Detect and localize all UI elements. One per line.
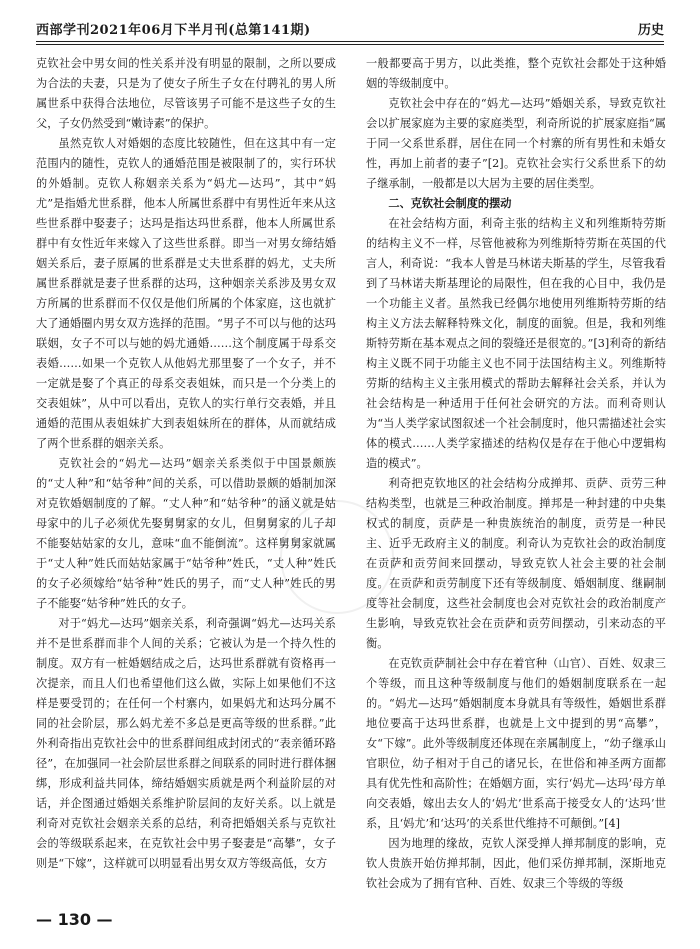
header-rule (36, 41, 664, 42)
left-column (36, 54, 336, 874)
section-heading: 二、克钦社会制度的摆动 (388, 197, 512, 210)
page-header (36, 16, 664, 38)
header-rule-secondary (36, 44, 664, 45)
paragraph: 在克钦贡萨制社会中存在着官种（山官）、百姓、奴隶三个等级，而且这种等级制度与他们的婚姻制度联系在一起的。“妈尤—达玛”婚姻制度本身就具有等级性，婚姻世系群地位要高于达玛世系群，也就是上文中提到的男“高攀”，女“下嫁”。此外等级制度还体现在亲属制度上，“幼子继承山官职位，幼子相对于自己的诸兄长，在世俗和神圣两方面都具有优先性和高阶性；在婚姻方面，实行‘妈尤—达玛’母方单向交表婚，嫁出去女人的‘妈尤’世系高于接受女人的‘达玛’世系，且‘妈尤’和‘达玛’的关系世代维持不可颠倒。”[4] (366, 657, 666, 830)
page-number: — 130 — (36, 910, 113, 929)
paragraph: 因为地理的缘故，克钦人深受掸人掸邦制度的影响，克钦人贵族开始仿掸邦制，因此，他们采仿掸邦制，深斯地克钦社会成为了拥有官种、百姓、奴隶三个等级的等级 (366, 837, 666, 890)
paragraph: 克钦社会中男女间的性关系并没有明显的限制，之所以要成为合法的夫妻，只是为了使女子所生子女在付聘礼的男人所属世系中获得合法地位，尽管该男子可能不是这些子女的生父，子女仍然受到“嫩诗素”的保护。 (36, 57, 336, 130)
paragraph: 一般都要高于男方，以此类推，整个克钦社会都处于这种婚姻的等级制度中。 (366, 57, 666, 90)
paragraph: 克钦社会中存在的“妈尤—达玛”婚姻关系，导致克钦社会以扩展家庭为主要的家庭类型，利奇所说的扩展家庭指“属于同一父系世系群，居住在同一个村寨的所有男性和未婚女性，再加上前者的妻子”[2]。克钦社会实行父系世系下的幼子继承制，一般都是以大居为主要的居住类型。 (366, 97, 666, 190)
right-column (366, 54, 666, 894)
paragraph: 利奇把克钦地区的社会结构分成掸邦、贡萨、贡劳三种结构类型，也就是三种政治制度。掸邦是一种封建的中央集权式的制度，贡萨是一种贵族统治的制度，贡劳是一种民主、近乎无政府主义的制度。利奇认为克钦社会的政治制度在贡萨和贡劳间来回摆动，导致克钦人社会主要的社会制度。在贡萨和贡劳制度下还有等级制度、婚姻制度、继嗣制度等社会制度，这些社会制度也会对克钦社会的政治制度产生影响，导致克钦社会在贡萨和贡劳间摆动，引来动态的平衡。 (366, 477, 666, 650)
section-label: 历史 (637, 23, 664, 38)
journal-title: 西部学刊2021年06月下半月刊(总第141期) (36, 23, 311, 38)
paragraph: 在社会结构方面，利奇主张的结构主义和列维斯特劳斯的结构主义不一样，尽管他被称为列维斯特劳斯在英国的代言人，利奇说：“我本人曾是马林诺夫斯基的学生，尽管我看到了马林诺夫斯基理论的局限性，但在我的心目中，我仍是一个功能主义者。虽然我已经偶尔地使用列维斯特劳斯的结构主义方法去解释特殊文化，制度的面貌。但是，我和列维斯特劳斯在基本观点之间的裂缝还是很宽的。”[3]利奇的新结构主义既不同于功能主义也不同于法国结构主义。列维斯特劳斯的结构主义主张用模式的帮助去解释社会关系，并认为社会结构是一种适用于任何社会研究的方法。而利奇则认为“当人类学家试图叙述一个社会制度时，他只需描述社会实体的模式……人类学家描述的结构仅是存在于他心中逻辑构造的模式”。 (366, 217, 666, 470)
paragraph: 克钦社会的“妈尤—达玛”姻亲关系类似于中国景颇族的“丈人种”和“姑爷种”间的关系，可以借助景颇的婚制加深对克钦婚姻制度的了解。“丈人种”和“姑爷种”的涵义就是姑母家中的儿子必须优先娶舅舅家的女儿，但舅舅家的儿子却不能娶姑姑家的女儿，意味“血不能倒流”。这样舅舅家就属于“丈人种”姓氏而姑姑家属于“姑爷种”姓氏，“丈人种”姓氏的女子必须嫁给“姑爷种”姓氏的男子，而“丈人种”姓氏的男子不能娶“姑爷种”姓氏的女子。 (36, 457, 336, 610)
paragraph: 对于“妈尤—达玛”姻亲关系，利奇强调“妈尤—达玛关系并不是世系群而非个人间的关系；它被认为是一个持久性的制度。双方有一桩婚姻结成之后，达玛世系群就有资格再一次提亲，而且人们也希望他们这么做，实际上如果他们不这样是要受罚的；在任何一个村寨内，如果妈尤和达玛分属不同的社会阶层，那么妈尤差不多总是更高等级的世系群。”此外利奇指出克钦社会中的世系群间组成封闭式的“表亲循环路径”，在加强同一社会阶层世系群之间联系的同时进行群体捆绑，形成利益共同体，缔结婚姻实质就是两个利益阶层的对话，并企图通过婚姻关系维护阶层间的友好关系。以上就是利奇对克钦社会姻亲关系的总结，利奇把婚姻关系与克钦社会的等级联系起来，在克钦社会中男子娶妻是“高攀”，女子则是“下嫁”，这样就可以明显看出男女双方等级高低，女方 (36, 617, 336, 870)
paragraph: 虽然克钦人对婚姻的态度比较随性，但在这其中有一定范围内的随性，克钦人的通婚范围是被限制了的，实行环状的外婚制。克钦人称姻亲关系为“妈尤—达玛”，其中“妈尤”是指婚尤世系群，他本人所属世系群中有男性近年来从这些世系群中娶妻子；达玛是指达玛世系群，他本人所属世系群中有女性近年来嫁入了这些世系群。即当一对男女缔结婚姻关系后，妻子原属的世系群是丈夫世系群的妈尤，丈夫所属世系群就是妻子世系群的达玛，这种姻亲关系涉及男女双方所属的世系群而不仅仅是他们所属的个体家庭，这也就扩大了通婚圈内男女双方选择的范围。“男子不可以与他的达玛联姻，女子不可以与她的妈尤通婚……这个制度属于母系交表婚……如果一个克钦人从他妈尤那里娶了一个女子，并不一定就是娶了个真正的母系交表姐妹，而只是一个分类上的交表姐妹”，从中可以看出，克钦人的实行单行交表婚，并且通婚的范围从表姐妹扩大到表姐妹所在的群体，从而就结成了两个世系群的姻亲关系。 (36, 137, 336, 450)
